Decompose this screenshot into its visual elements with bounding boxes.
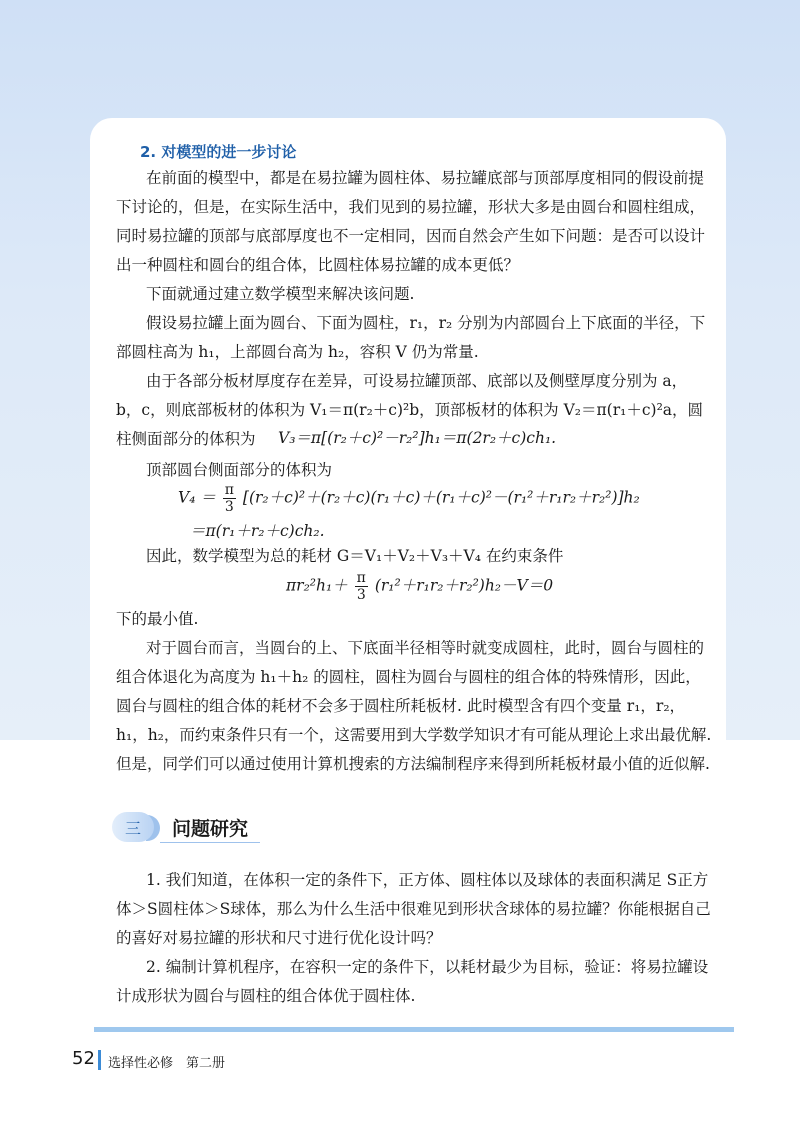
- formula-v4-lhs: V₄ ＝: [178, 488, 216, 507]
- formula-constraint-denominator: 3: [356, 587, 366, 603]
- question-2: 2. 编制计算机程序，在容积一定的条件下，以耗材最少为目标，验证：将易拉罐设计成形状为圆台与圆柱的组合体优于圆柱体.: [116, 958, 709, 1005]
- formula-constraint-lhs: πr₂²h₁＋: [286, 576, 348, 595]
- paragraph-model: 因此，数学模型为总的耗材 G＝V₁＋V₂＋V₃＋V₄ 在约束条件: [146, 547, 564, 565]
- formula-v4: [178, 482, 640, 515]
- formula-v4-numerator: π: [224, 482, 234, 498]
- formula-v4-denominator: 3: [224, 499, 234, 515]
- part-title: 问题研究: [172, 818, 249, 840]
- formula-v4-fraction: [223, 482, 236, 515]
- section-heading: 2. 对模型的进一步讨论: [140, 143, 297, 161]
- page-number: 52: [72, 1048, 95, 1069]
- page-number-divider: [98, 1050, 101, 1070]
- paragraph-assumption: 假设易拉罐上面为圆台、下面为圆柱，r₁，r₂ 分别为内部圆台上下底面的半径，下部圆柱高为 h₁，上部圆台高为 h₂，容积 V 仍为常量.: [116, 314, 706, 361]
- formula-constraint: [286, 570, 553, 603]
- part-badge: 三: [112, 812, 154, 842]
- formula-v4-simplified: ＝π(r₁＋r₂＋c)ch₂.: [190, 522, 325, 540]
- paragraph-frustum-side: 顶部圆台侧面部分的体积为: [146, 461, 333, 479]
- footer-rule: [94, 1027, 734, 1032]
- paragraph-approach: 下面就通过建立数学模型来解决该问题.: [146, 285, 415, 303]
- formula-v3: V₃＝π[(r₂＋c)²－r₂²]h₁＝π(2r₂＋c)ch₁.: [278, 429, 557, 447]
- formula-constraint-numerator: π: [356, 570, 366, 586]
- question-1: 1. 我们知道，在体积一定的条件下，正方体、圆柱体以及球体的表面积满足 S正方体＞S圆柱体＞S球体，那么为什么生活中很难见到形状含球体的易拉罐？你能根据自己的喜好对易拉罐的形状和尺寸进行优化设计吗？: [116, 871, 711, 947]
- paragraph-discussion: 对于圆台而言，当圆台的上、下底面半径相等时就变成圆柱，此时，圆台与圆柱的组合体退化为高度为 h₁＋h₂ 的圆柱，圆柱为圆台与圆柱的组合体的特殊情形，因此，圆台与圆柱的组合体的耗材不会多于圆柱所耗板材. 此时模型含有四个变量 r₁，r₂，h₁，h₂，而约束条件只有一个，这需要用到大学数学知识才有可能从理论上求出最优解. 但是，同学们可以通过使用计算机搜索的方法编制程序来得到所耗板材最小值的近似解.: [116, 639, 712, 773]
- formula-constraint-fraction: [355, 570, 368, 603]
- book-title: 选择性必修 第二册: [108, 1056, 226, 1071]
- paragraph-intro: 在前面的模型中，都是在易拉罐为圆柱体、易拉罐底部与顶部厚度相同的假设前提下讨论的，但是，在实际生活中，我们见到的易拉罐，形状大多是由圆台和圆柱组成，同时易拉罐的顶部与底部厚度也不一定相同，因而自然会产生如下问题：是否可以设计出一种圆柱和圆台的组合体，比圆柱体易拉罐的成本更低？: [116, 169, 706, 274]
- formula-constraint-rhs: (r₁²＋r₁r₂＋r₂²)h₂－V＝0: [374, 576, 554, 595]
- part-title-underline: [160, 842, 260, 843]
- paragraph-minimum: 下的最小值.: [116, 610, 199, 628]
- paragraph-thickness: 由于各部分板材厚度存在差异，可设易拉罐顶部、底部以及侧壁厚度分别为 a，b，c，则底部板材的体积为 V₁＝π(r₂＋c)²b，顶部板材的体积为 V₂＝π(r₁＋c)²a，圆柱侧面部分的体积为: [116, 372, 704, 448]
- formula-v4-rhs: [(r₂＋c)²＋(r₂＋c)(r₁＋c)＋(r₁＋c)²－(r₁²＋r₁r₂＋r₂²)]h₂: [242, 488, 640, 507]
